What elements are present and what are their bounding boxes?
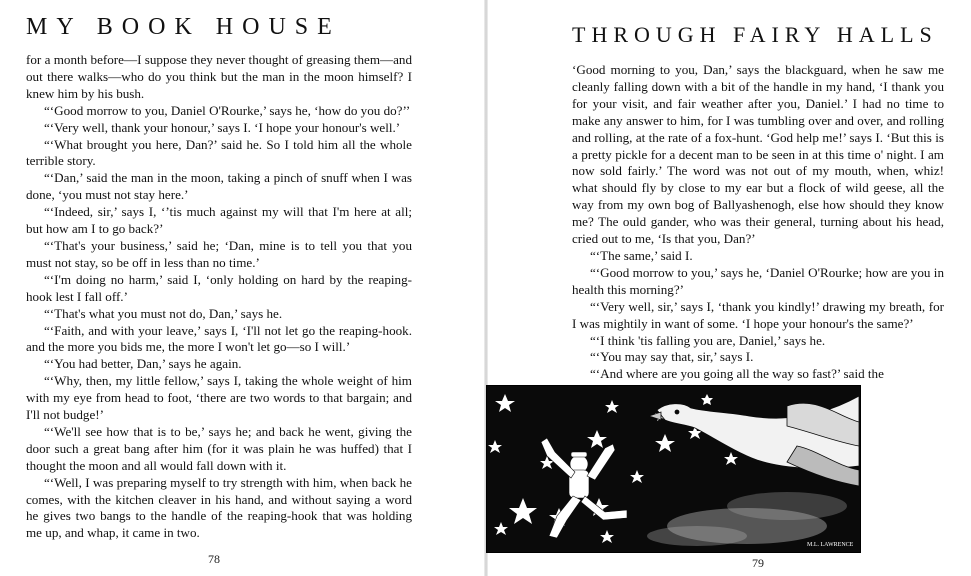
right-page-text [572,62,944,383]
paragraph: “‘I'm doing no harm,’ said I, ‘only holding on hard by the reaping-hook lest I fall off.’ [26,271,412,304]
paragraph: “‘Good morrow to you,’ says he, ‘Daniel O'Rourke; how are you in health this morning?’ [572,264,944,297]
paragraph: “‘Very well, thank your honour,’ says I. ‘I hope your honour's well.’ [44,119,401,135]
paragraph: “‘We'll see how that is to be,’ says he; and back he went, giving the door such a great bang after him (for it was plain he was huffed) that I thought the moon and all would fall down with it. [26,423,412,473]
paragraph: “‘Why, then, my little fellow,’ says I, taking the whole weight of him with my eye from head to foot, ‘there are two words to that bargain; and I'll not budge!’ [26,373,412,423]
paragraph: “‘Very well, sir,’ says I, ‘thank you kindly!’ drawing my breath, for I was mightily in want of some. ‘I hope your honour's the same?’ [572,298,944,331]
paragraph: “‘Dan,’ said the man in the moon, taking a pinch of snuff when I was done, ‘you must not stay here.’ [26,170,412,203]
paragraph: “‘Indeed, sir,’ says I, ‘’tis much against my will that I'm here at all; but how am I to go back?’ [26,204,412,237]
paragraph: “‘I think 'tis falling you are, Daniel,’ says he. [590,332,826,348]
running-head-right: THROUGH FAIRY HALLS [572,22,938,47]
paragraph: “‘Faith, and with your leave,’ says I, ‘I'll not let go the reaping-hook. and the more you bids me, the more I won't let go—so I will.’ [26,322,412,355]
left-page-text [26,52,412,542]
right-page [486,0,971,576]
illustration-art [487,386,860,552]
paragraph: “‘That's your business,’ said he; ‘Dan, mine is to tell you that you must not stay, so be off in less than no time.’ [26,237,412,270]
paragraph: “‘Good morrow to you, Daniel O'Rourke,’ says he, ‘how do you do?’’ [44,102,411,118]
paragraph: ‘Good morning to you, Dan,’ says the blackguard, when he saw me cleanly falling down with a bit of the handle in my hand, ‘I thank you for your visit, and fair weather after you, Daniel.’ I had no time to make any answer to him, for I was tumbling over and over, and rolling and rolling, at the rate of a fox-hunt. ‘God help me!’ says I. ‘But this is a pretty pickle for a decent man to be seen in at this time o' night. I am now sold fairly.’ The word was not out of my mouth, when, whiz! what should fly by close to my ear but a flock of wild geese, all the way from my own bog of Ballyashenogh, else how should they know me? The ould gander, who was their general, turning about his head, cried out to me, ‘Is that you, Dan?’ [572,62,944,247]
running-head-left: MY BOOK HOUSE [26,14,341,40]
left-page [0,0,485,576]
paragraph: “‘What brought you here, Dan?’ said he. So I told him all the whole terrible story. [26,136,412,169]
page-number-right: 79 [752,556,764,570]
page-number-left: 78 [208,552,220,566]
paragraph: “‘You may say that, sir,’ says I. [590,349,754,365]
paragraph: “‘And where are you going all the way so fast?’ said the [590,366,884,382]
paragraph: “‘You had better, Dan,’ says he again. [44,356,242,372]
paragraph: “‘Well, I was preparing myself to try strength with him, when back he comes, with the kitchen cleaver in his hand, and without saying a word he gives two bangs to the handle of the reaping-hook that was holding me up, and whap, it came in two. [26,474,412,541]
paragraph: “‘The same,’ said I. [590,247,693,263]
artist-signature: M.L. LAWRENCE [807,542,854,548]
paragraph: “‘That's what you must not do, Dan,’ says he. [44,305,283,321]
paragraph: for a month before—I suppose they never thought of greasing them—and out there walks—who do you think but the man in the moon himself? I knew him by his bush. [26,52,412,101]
illustration-falling-man-and-geese [486,385,861,553]
